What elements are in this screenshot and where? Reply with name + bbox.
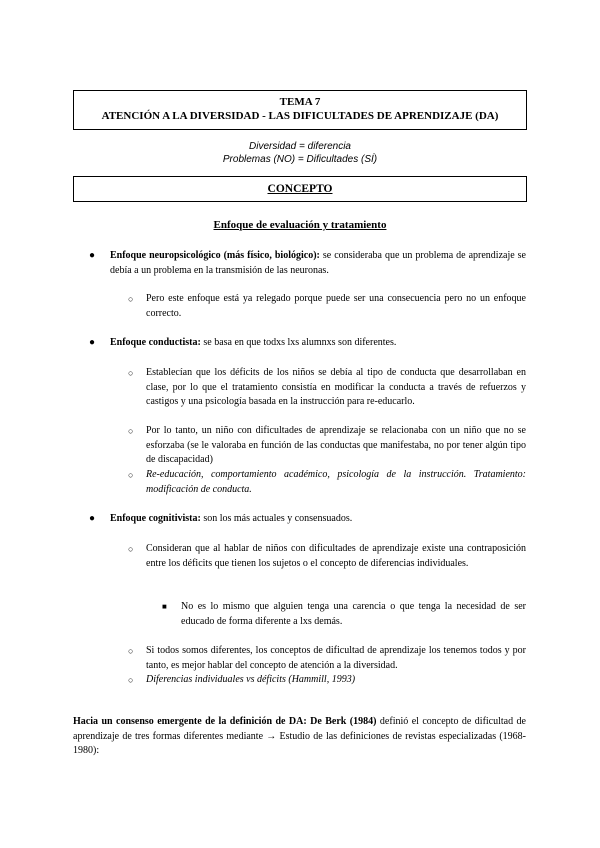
cognitivista-label: Enfoque cognitivista: [110,513,201,524]
section-heading: Enfoque de evaluación y tratamiento [213,219,387,231]
topic-title: ATENCIÓN A LA DIVERSIDAD - LAS DIFICULTADES DE APRENDIZAJE (DA) [101,110,499,122]
bullet-hollow-icon: ○ [128,368,134,378]
cognitivista-text: son los más actuales y consensuados. [203,513,353,524]
bullet-hollow-icon: ○ [128,675,134,685]
bullet-square-icon: ■ [162,602,167,611]
conductista-paragraph [110,336,526,351]
concept-heading: CONCEPTO [267,183,333,195]
bullet-hollow-icon: ○ [128,294,134,304]
consenso-paragraph [73,715,526,759]
consenso-label: Hacia un consenso emergente de la definición de DA: De Berk (1984) [73,716,377,727]
cognitivista-paragraph [110,512,526,527]
bullet-filled-icon: ● [89,513,96,524]
cognitivista-sub-1a: No es lo mismo que alguien tenga una carencia o que tenga la necesidad de ser educado de forma diferente a lxs demás. [181,601,526,627]
conductista-sub-3: Re-educación, comportamiento académico, psicología de la instrucción. Tratamiento: modificación de conducta. [146,469,526,495]
bullet-filled-icon: ● [89,250,96,261]
bullet-filled-icon: ● [89,337,96,348]
neuro-sub-1: Pero este enfoque está ya relegado porque puede ser una consecuencia pero no un enfoque correcto. [146,293,526,319]
topic-number: TEMA 7 [279,96,321,108]
conductista-sub-2: Por lo tanto, un niño con dificultades de aprendizaje se relacionaba con un niño que no se esforzaba (se le valoraba en función de las conductas que manifestaba, no por tener algún tipo de discapacidad) [146,425,526,466]
bullet-hollow-icon: ○ [128,646,134,656]
cognitivista-sub-1: Consideran que al hablar de niños con dificultades de aprendizaje existe una contraposición entre los déficits que tienen los sujetos o el concepto de diferencias individuales. [146,543,526,569]
neuro-text: se consideraba que un problema de aprendizaje se debía a un problema en la transmisión de las neuronas. [110,250,526,276]
bullet-hollow-icon: ○ [128,470,134,480]
neuro-label: Enfoque neuropsicológico (más físico, biológico): [110,250,320,261]
subtitle [0,140,600,166]
bullet-hollow-icon: ○ [128,544,134,554]
subtitle-line-1: Diversidad = diferencia [249,141,351,152]
cognitivista-sub-3: Diferencias individuales vs déficits (Hammill, 1993) [146,674,356,685]
cognitivista-sub-2: Si todos somos diferentes, los conceptos de dificultad de aprendizaje los tenemos todos y por tanto, es mejor hablar del concepto de atención a la diversidad. [146,645,526,671]
conductista-text: se basa en que todxs lxs alumnxs son diferentes. [203,337,397,348]
bullet-hollow-icon: ○ [128,426,134,436]
subtitle-line-2: Problemas (NO) = Dificultades (SÍ) [222,154,378,165]
concept-box [73,176,527,202]
conductista-sub-1: Establecían que los déficits de los niños se debía al tipo de conducta que desarrollaban en clase, por lo que el tratamiento consistía en modificar la conducta a través de refuerzos y castigos y una psicología basada en la instrucción para re-educarlo. [146,367,526,408]
neuro-paragraph [110,249,526,278]
conductista-label: Enfoque conductista: [110,337,201,348]
title-box [73,90,527,130]
consenso-text: definió el concepto de dificultad de aprendizaje de tres formas diferentes mediante → Estudio de las definiciones de revistas especializadas (1968-1980): [73,716,526,757]
